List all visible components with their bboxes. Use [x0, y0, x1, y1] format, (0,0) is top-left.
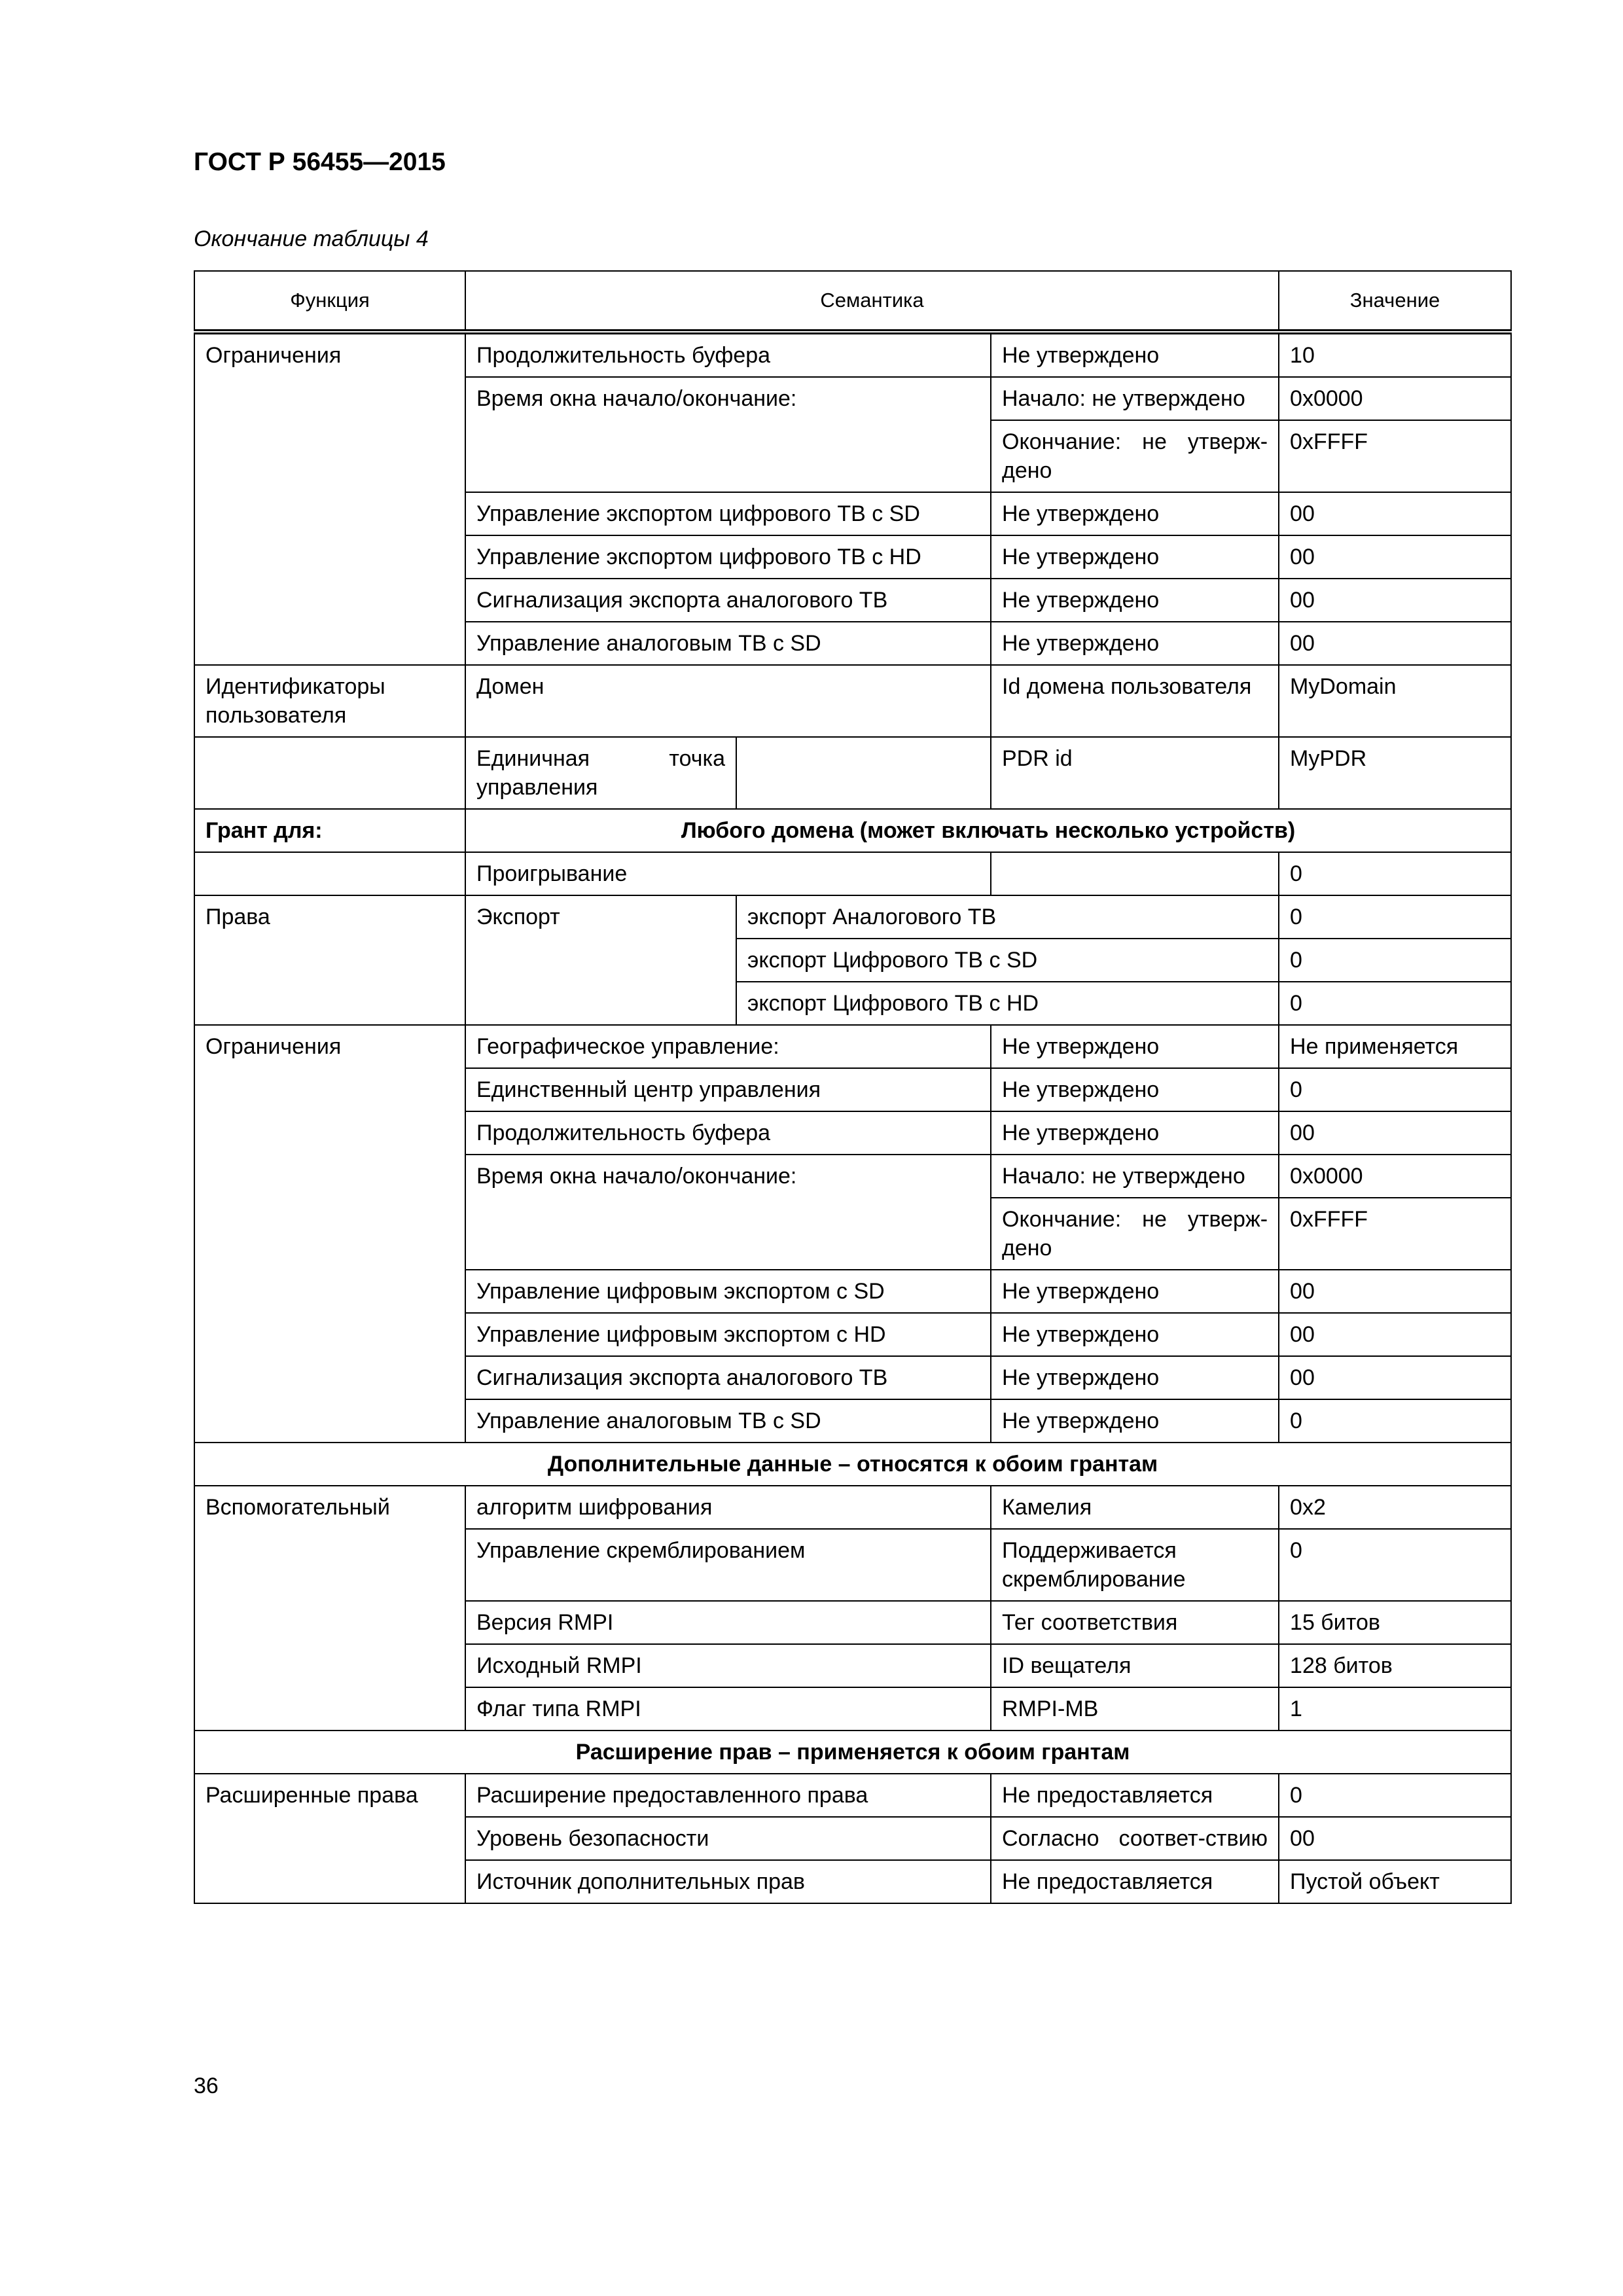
semantics-cell: Управление аналоговым ТВ с SD — [465, 1399, 991, 1443]
value-cell: 0x2 — [1279, 1486, 1511, 1529]
table-row — [194, 1025, 1511, 1068]
table-row — [194, 809, 1511, 852]
table-row — [194, 665, 1511, 737]
semantics-cell: Исходный RMPI — [465, 1644, 991, 1687]
semantics-cell: Сигнализация экспорта аналогового ТВ — [465, 1356, 991, 1399]
table-row — [194, 737, 1511, 809]
function-cell: Ограничения — [194, 1025, 465, 1443]
value-cell: 128 битов — [1279, 1644, 1511, 1687]
section-heading: Расширение прав – применяется к обоим грантам — [194, 1731, 1511, 1774]
condition-cell: Не утверждено — [991, 332, 1279, 377]
semantics-cell: Единичная точка управления — [465, 737, 736, 809]
condition-cell: Тег соответствия — [991, 1601, 1279, 1644]
empty-cell — [991, 852, 1279, 895]
condition-cell: Окончание: не утверж-дено — [991, 420, 1279, 492]
sub-semantics-cell: экспорт Аналогового ТВ — [736, 895, 1279, 939]
semantics-cell: Управление аналоговым ТВ с SD — [465, 622, 991, 665]
value-cell: 00 — [1279, 1817, 1511, 1860]
semantics-cell: Управление скремблированием — [465, 1529, 991, 1601]
semantics-cell: Источник дополнительных прав — [465, 1860, 991, 1903]
condition-cell: Не утверждено — [991, 1270, 1279, 1313]
value-cell: MyPDR — [1279, 737, 1511, 809]
header-semantics: Семантика — [465, 271, 1279, 332]
value-cell: 0 — [1279, 895, 1511, 939]
table-header-row — [194, 271, 1511, 332]
condition-cell: Не утверждено — [991, 1111, 1279, 1155]
condition-cell: Начало: не утверждено — [991, 377, 1279, 420]
condition-cell: Камелия — [991, 1486, 1279, 1529]
value-cell: 0 — [1279, 852, 1511, 895]
table-row — [194, 895, 1511, 939]
value-cell: 1 — [1279, 1687, 1511, 1731]
value-cell: 00 — [1279, 535, 1511, 579]
section-heading: Дополнительные данные – относятся к обоим грантам — [194, 1443, 1511, 1486]
value-cell: 15 битов — [1279, 1601, 1511, 1644]
condition-cell: Не предоставляется — [991, 1774, 1279, 1817]
value-cell: 0 — [1279, 1529, 1511, 1601]
page-number: 36 — [194, 2073, 219, 2098]
value-cell: 00 — [1279, 622, 1511, 665]
condition-cell: Не утверждено — [991, 1068, 1279, 1111]
function-cell: Права — [194, 895, 465, 1025]
value-cell: 00 — [1279, 492, 1511, 535]
condition-cell: Не утверждено — [991, 622, 1279, 665]
condition-cell: Поддерживается скремблирование — [991, 1529, 1279, 1601]
function-cell: Ограничения — [194, 332, 465, 665]
function-cell: Идентификаторы пользователя — [194, 665, 465, 737]
semantics-cell: Расширение предоставленного права — [465, 1774, 991, 1817]
semantics-cell: Управление цифровым экспортом с SD — [465, 1270, 991, 1313]
semantics-cell: алгоритм шифрования — [465, 1486, 991, 1529]
table-caption: Окончание таблицы 4 — [194, 226, 429, 251]
semantics-cell: Продолжительность буфера — [465, 1111, 991, 1155]
value-cell: 00 — [1279, 1270, 1511, 1313]
section-row — [194, 1731, 1511, 1774]
empty-cell — [194, 852, 465, 895]
semantics-cell: Управление экспортом цифрового ТВ с SD — [465, 492, 991, 535]
table-row — [194, 332, 1511, 377]
semantics-cell: Домен — [465, 665, 991, 737]
semantics-cell: Версия RMPI — [465, 1601, 991, 1644]
condition-cell: Не утверждено — [991, 1356, 1279, 1399]
condition-cell: Не утверждено — [991, 579, 1279, 622]
value-cell: 0x0000 — [1279, 1155, 1511, 1198]
function-cell: Грант для: — [194, 809, 465, 852]
value-cell: 0x0000 — [1279, 377, 1511, 420]
condition-cell: Не предоставляется — [991, 1860, 1279, 1903]
table-row — [194, 852, 1511, 895]
function-cell: Расширенные права — [194, 1774, 465, 1903]
value-cell: 0 — [1279, 1068, 1511, 1111]
semantics-cell: Уровень безопасности — [465, 1817, 991, 1860]
condition-cell: Не утверждено — [991, 1313, 1279, 1356]
semantics-cell: Время окна начало/окончание: — [465, 377, 991, 492]
semantics-cell: Экспорт — [465, 895, 736, 1025]
value-cell: Пустой объект — [1279, 1860, 1511, 1903]
sub-semantics-cell: экспорт Цифрового ТВ с SD — [736, 939, 1279, 982]
value-cell: 0 — [1279, 939, 1511, 982]
condition-cell: Не утверждено — [991, 1025, 1279, 1068]
header-value: Значение — [1279, 271, 1511, 332]
value-cell: 0 — [1279, 1399, 1511, 1443]
table-row — [194, 1486, 1511, 1529]
value-cell: 00 — [1279, 579, 1511, 622]
value-cell: 00 — [1279, 1356, 1511, 1399]
condition-cell: Окончание: не утверж-дено — [991, 1198, 1279, 1270]
semantics-cell: Проигрывание — [465, 852, 991, 895]
header-function: Функция — [194, 271, 465, 332]
semantics-cell: Сигнализация экспорта аналогового ТВ — [465, 579, 991, 622]
value-cell: MyDomain — [1279, 665, 1511, 737]
semantics-cell: Управление экспортом цифрового ТВ с HD — [465, 535, 991, 579]
value-cell: 0xFFFF — [1279, 1198, 1511, 1270]
condition-cell: Не утверждено — [991, 535, 1279, 579]
value-cell: 00 — [1279, 1313, 1511, 1356]
semantics-cell: Флаг типа RMPI — [465, 1687, 991, 1731]
empty-cell — [736, 737, 991, 809]
condition-cell: Не утверждено — [991, 492, 1279, 535]
semantics-cell: Продолжительность буфера — [465, 332, 991, 377]
empty-cell — [194, 737, 465, 809]
value-cell: 10 — [1279, 332, 1511, 377]
semantics-cell: Географическое управление: — [465, 1025, 991, 1068]
semantics-cell: Управление цифровым экспортом с HD — [465, 1313, 991, 1356]
condition-cell: RMPI-MB — [991, 1687, 1279, 1731]
value-cell: Не применяется — [1279, 1025, 1511, 1068]
grant-scope-cell: Любого домена (может включать несколько устройств) — [465, 809, 1511, 852]
semantics-cell: Единственный центр управления — [465, 1068, 991, 1111]
section-row — [194, 1443, 1511, 1486]
value-cell: 0xFFFF — [1279, 420, 1511, 492]
spec-table — [194, 270, 1512, 1904]
condition-cell: Согласно соответ-ствию — [991, 1817, 1279, 1860]
condition-cell: Id домена пользователя — [991, 665, 1279, 737]
value-cell: 0 — [1279, 982, 1511, 1025]
condition-cell: Не утверждено — [991, 1399, 1279, 1443]
condition-cell: Начало: не утверждено — [991, 1155, 1279, 1198]
table-row — [194, 1774, 1511, 1817]
semantics-cell: Время окна начало/окончание: — [465, 1155, 991, 1270]
condition-cell: PDR id — [991, 737, 1279, 809]
document-title: ГОСТ Р 56455—2015 — [194, 148, 446, 176]
value-cell: 0 — [1279, 1774, 1511, 1817]
value-cell: 00 — [1279, 1111, 1511, 1155]
condition-cell: ID вещателя — [991, 1644, 1279, 1687]
sub-semantics-cell: экспорт Цифрового ТВ с HD — [736, 982, 1279, 1025]
function-cell: Вспомогательный — [194, 1486, 465, 1731]
